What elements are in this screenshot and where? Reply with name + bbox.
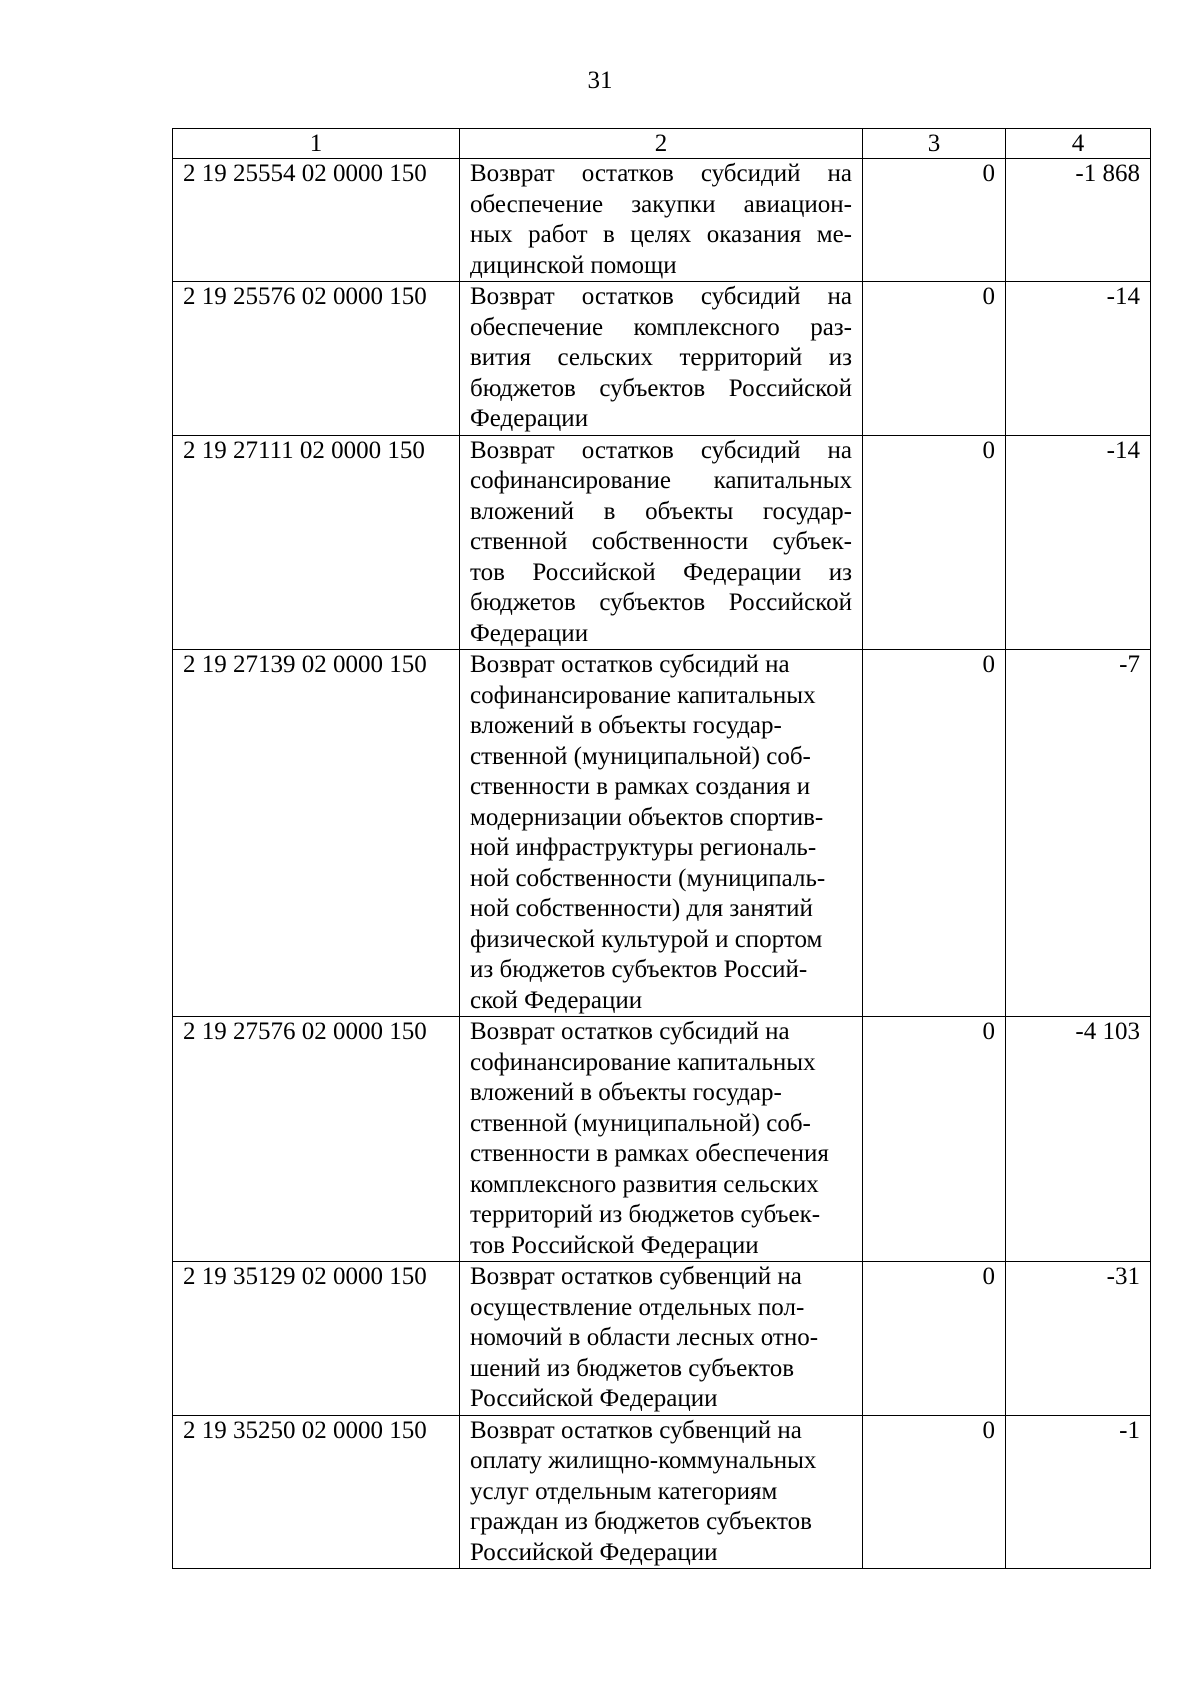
value-column-4: -1 868 [1006,159,1151,282]
description-line: граждан из бюджетов субъектов [470,1508,812,1535]
table-row [173,1017,1151,1262]
budget-code: 2 19 35129 02 0000 150 [173,1262,460,1416]
budget-code: 2 19 25554 02 0000 150 [173,159,460,282]
description-line: софинансирование капитальных [470,681,816,709]
item-description [460,650,863,1017]
table-row [173,1262,1151,1416]
budget-code: 2 19 25576 02 0000 150 [173,282,460,436]
value-column-4: -14 [1006,282,1151,436]
description-line: Федерации [470,405,589,432]
table-row [173,282,1151,436]
description-line: Возврат остатков субвенций на [470,1263,802,1290]
description-line: тов Российской Федерации из [470,558,852,586]
value-column-3: 0 [863,1262,1006,1416]
description-line: модернизации объектов спортив- [470,803,824,831]
description-line: ной собственности (муниципаль- [470,864,826,892]
budget-code: 2 19 27111 02 0000 150 [173,435,460,650]
description-line: Возврат остатков субвенций на [470,1416,802,1444]
description-line: Федерации [470,619,589,647]
description-line: ственной (муниципальной) соб- [470,1109,811,1137]
description-line: бюджетов субъектов Российской [470,589,852,616]
description-line: физической культурой и спортом [470,925,823,953]
value-column-3: 0 [863,159,1006,282]
description-line: обеспечение комплексного раз- [470,313,852,341]
item-description [460,435,863,650]
budget-code: 2 19 27576 02 0000 150 [173,1017,460,1262]
description-line: номочий в области лесных отно- [470,1324,819,1351]
value-column-3: 0 [863,282,1006,436]
description-line: тов Российской Федерации [470,1231,759,1259]
budget-code: 2 19 27139 02 0000 150 [173,650,460,1017]
budget-code: 2 19 35250 02 0000 150 [173,1415,460,1569]
description-line: из бюджетов субъектов Россий- [470,956,808,983]
description-line: Возврат остатков субсидий на [470,283,852,310]
description-line: услуг отдельным категориям [470,1477,778,1505]
column-header-4: 4 [1006,129,1151,159]
description-line: Российской Федерации [470,1385,718,1412]
value-column-4: -4 103 [1006,1017,1151,1262]
item-description [460,1262,863,1416]
table-row [173,159,1151,282]
description-line: ственности в рамках обеспечения [470,1140,829,1167]
description-line: Возврат остатков субсидий на [470,160,852,187]
description-line: шений из бюджетов субъектов [470,1354,795,1382]
value-column-3: 0 [863,435,1006,650]
description-line: вложений в объекты государ- [470,1079,782,1106]
value-column-4: -1 [1006,1415,1151,1569]
description-line: ственности в рамках создания и [470,773,811,800]
item-description [460,159,863,282]
description-line: комплексного развития сельских [470,1170,819,1198]
description-line: Возврат остатков субсидий на [470,1018,790,1045]
value-column-3: 0 [863,1415,1006,1569]
description-line: осуществление отдельных пол- [470,1293,805,1321]
description-line: обеспечение закупки авиацион- [470,190,852,218]
description-line: бюджетов субъектов Российской [470,374,852,402]
table-header-row [173,129,1151,159]
description-line: ной инфраструктуры региональ- [470,834,817,861]
description-line: Российской Федерации [470,1538,718,1566]
description-line: Возврат остатков субсидий на [470,651,790,678]
table-row [173,435,1151,650]
description-line: территорий из бюджетов субъек- [470,1201,821,1228]
column-header-3: 3 [863,129,1006,159]
page-number: 31 [587,67,613,94]
value-column-3: 0 [863,1017,1006,1262]
description-line: ственной собственности субъек- [470,528,852,555]
description-line: софинансирование капитальных [470,1048,816,1076]
item-description [460,282,863,436]
table-row [173,1415,1151,1569]
description-line: ственной (муниципальной) соб- [470,742,811,770]
description-line: ской Федерации [470,986,643,1014]
budget-table [172,128,1151,1569]
description-line: вложений в объекты государ- [470,712,782,739]
description-line: вития сельских территорий из [470,344,852,371]
description-line: оплату жилищно-коммунальных [470,1447,817,1474]
description-line: дицинской помощи [470,251,677,279]
table-row [173,650,1151,1017]
description-line: Возврат остатков субсидий на [470,436,852,464]
description-line: ной собственности) для занятий [470,895,813,922]
value-column-4: -31 [1006,1262,1151,1416]
description-line: софинансирование капитальных [470,467,852,494]
column-header-2: 2 [460,129,863,159]
item-description [460,1415,863,1569]
column-header-1: 1 [173,129,460,159]
description-line: ных работ в целях оказания ме- [470,221,852,248]
value-column-4: -7 [1006,650,1151,1017]
value-column-3: 0 [863,650,1006,1017]
item-description [460,1017,863,1262]
value-column-4: -14 [1006,435,1151,650]
description-line: вложений в объекты государ- [470,497,852,525]
